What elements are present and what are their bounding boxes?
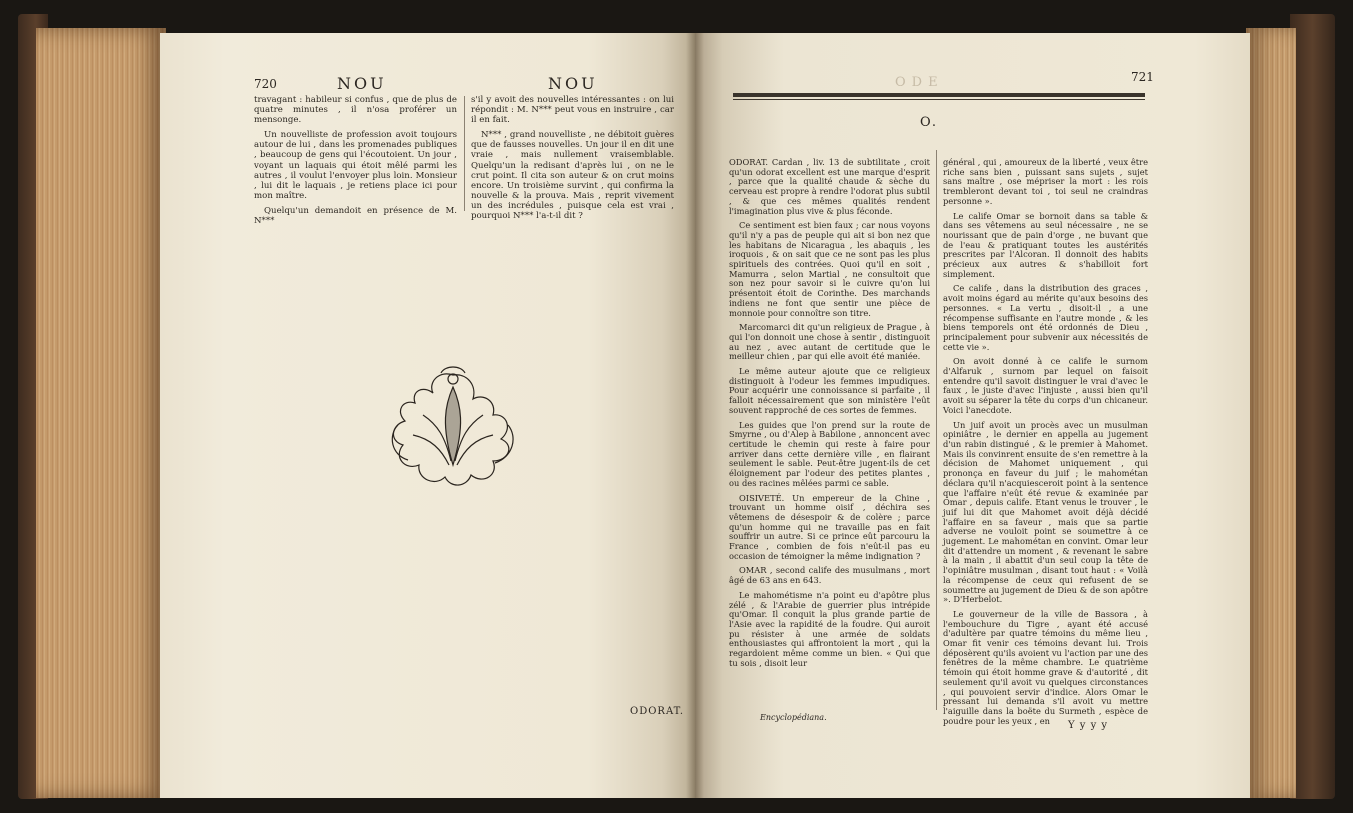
right-column-rule: [936, 150, 937, 710]
paragraph-oisivete: OISIVETÉ. Un empereur de la Chine , trouvant un homme oisif , déchira ses vêtemens de désespoir & de colère ; parce qu'un homme qui ne travaille pas en fait souffrir un autre. Si ce prince eût parcouru la France , combien de fois n'eût-il pas eu occasion de témoigner la même indignation ?: [729, 492, 930, 561]
right-column-1: [729, 158, 930, 673]
paragraph: N*** , grand nouvelliste , ne débitoit guères que de fausses nouvelles. Un jour il en dit une vraie , mais nullement vraisemblable. Quelqu'un la redisant d'après lui , on ne le crut point. Il cita son auteur & on crut moins encore. Un troisième survint , qui confirma la nouvelle & la prouva. Mais , reprit vivement un des incrédules , puisque cela est vrai , pourquoi N*** l'a-t-il dit ?: [471, 130, 674, 222]
paragraph: Ce sentiment est bien faux ; car nous voyons qu'il n'y a pas de peuple qui ait si bon nez que les habitans de Nicaragua , les abaquis , les iroquois , & on sait que ce ne sont pas les plus spirituels des contrées. Quoi qu'il en soit , Mamurra , selon Martial , ne consultoit que son nez pour savoir si le cuivre qu'on lui présentoit étoit de Corinthe. Des marchands indiens ne font que sentir une pièce de monnoie pour connoître son titre.: [729, 220, 930, 318]
paragraph: travagant : habileur si confus , que de plus de quatre minutes , il n'osa proférer un mensonge.: [254, 95, 457, 126]
paragraph: s'il y avoit des nouvelles intéressantes : on lui répondit : M. N*** peut vous en instruire , car il en fait.: [471, 95, 674, 126]
paragraph: Un juif avoit un procès avec un musulman opiniâtre , le dernier en appella au jugement d'un rabin distingué , & le premier à Mahomet. Mais ils convinrent ensuite de s'en remettre à la décision de Mahomet uniquement , qui prononça en faveur du juif ; le mahométan déclara qu'il n'acquiesceroit point à la sentence que l'affaire n'eût été revue & examinée par Omar , depuis calife. Etant venus le trouver , le juif lui dit que Mahomet avoit déjà décidé l'affaire en sa faveur , mais que sa partie adverse ne vouloit point se soumettre à ce jugement. Le mahométan en convint. Omar leur dit d'attendre un moment , & revenant le sabre à la main , il abattit d'un seul coup la tête de l'opiniâtre musulman , disant tout haut : « Voilà la récompense de ceux qui refusent de se soumettre au jugement de Dieu & de son apôtre ». D'Herbelot.: [943, 419, 1148, 605]
show-through-heading: ODE: [895, 75, 944, 90]
left-column-rule: [464, 96, 465, 211]
right-column-2: [943, 158, 1148, 731]
cul-de-lampe-ornament: [383, 365, 523, 495]
paragraph: On avoit donné à ce calife le surnom d'Alfaruk , surnom par lequel on faisoit entendre qu'il savoit distinguer le vrai d'avec le faux , le juste d'avec l'injuste , aussi bien qu'il avoit su séparer la tête du corps d'un chicaneur. Voici l'anecdote.: [943, 356, 1148, 415]
header-rule-thin: [733, 99, 1145, 100]
paragraph: Le mahométisme n'a point eu d'apôtre plus zélé , & l'Arabie de guerrier plus intrépide qu'Omar. Il conquit la plus grande partie de l'Asie avec la rapidité de la foudre. Qui auroit pu résister à une armée de soldats enthousiastes qui affrontoient la mort , qui la regardoient même comme un bien. « Qui que tu sois , disoit leur: [729, 589, 930, 668]
left-page-number: 720: [254, 77, 277, 91]
paragraph: Quelqu'un demandoit en présence de M. N***: [254, 205, 457, 227]
gutter-shadow: [686, 33, 704, 798]
paragraph: Ce calife , dans la distribution des graces , avoit moins égard au mérite qu'aux besoins des personnes. « La vertu , disoit-il , a une récompense suffisante en l'autre monde , & les biens temporels ont été ordonnés de Dieu , principalement pour subvenir aux nécessités de cette vie ».: [943, 283, 1148, 352]
left-catchword: ODORAT.: [630, 706, 684, 717]
left-running-head-1: NOU: [337, 74, 387, 93]
right-page-number: 721: [1131, 70, 1154, 84]
left-running-head-2: NOU: [548, 74, 598, 93]
right-cover: [1290, 14, 1335, 799]
paragraph: général , qui , amoureux de la liberté , veux être riche sans bien , puissant sans sujets , sujet sans maître , ose mépriser la mort : les rois trembleront devant toi , toi seul ne craindras personne ».: [943, 157, 1148, 206]
left-column-1: [254, 95, 457, 231]
left-page-edges: [36, 28, 166, 798]
left-column-2: [471, 95, 674, 226]
header-rule-thick: [733, 93, 1145, 97]
footer-title: Encyclopédiana.: [760, 713, 827, 722]
paragraph: Le gouverneur de la ville de Bassora , à l'embouchure du Tigre , ayant été accusé d'adultère par quatre témoins du même lieu , Omar fit venir ces témoins devant lui. Trois déposèrent qu'ils avoient vu l'action par une des fenêtres de la même chambre. Le quatrième témoin qui étoit homme grave & d'autorité , dit seulement qu'il avoit vu quelques circonstances , qui pouvoient servir d'indice. Alors Omar le pressant lui demanda s'il avoit vu mettre l'aiguille dans la boëte du Surmeth , espèce de poudre pour les yeux , en: [943, 608, 1148, 726]
right-page-edges: [1246, 28, 1296, 798]
paragraph-omar: OMAR , second calife des musulmans , mort âgé de 63 ans en 643.: [729, 565, 930, 586]
paragraph: Un nouvelliste de profession avoit toujours autour de lui , dans les promenades publiques , beaucoup de gens qui l'écoutoient. Un jour , voyant un laquais qui étoit mêlé parmi les autres , il voulut l'envoyer plus loin. Monsieur , lui dit le laquais , je retiens place ici pour mon maître.: [254, 130, 457, 201]
section-heading: O.: [920, 115, 939, 130]
paragraph: Les guides que l'on prend sur la route de Smyrne , ou d'Alep à Babilone , annoncent avec certitude le chemin qui reste à faire pour arriver dans cette dernière ville , en flairant seulement le sable. Peut-être jugent-ils de cet éloignement par l'odeur des petites plantes , ou des racines mêlées parmi ce sable.: [729, 419, 930, 488]
signature-mark: Y y y y: [1068, 720, 1109, 731]
paragraph: Marcomarci dit qu'un religieux de Prague , à qui l'on donnoit une chose à sentir , distinguoit au nez , avec autant de certitude que le meilleur chien , par qui elle avoit été maniée.: [729, 322, 930, 362]
paragraph: Le même auteur ajoute que ce religieux distinguoit à l'odeur les femmes impudiques. Pour acquérir une connoissance si parfaite , il falloit nécessairement que son ministère l'eût souvent rapproché de ces sortes de femmes.: [729, 366, 930, 415]
paragraph: Le calife Omar se bornoit dans sa table & dans ses vêtemens au seul nécessaire , ne se nourissant que de pain d'orge , ne buvant que de l'eau & pratiquant toutes les austérités prescrites par l'Alcoran. Il donnoit des habits précieux aux autres & s'habilloit fort simplement.: [943, 210, 1148, 279]
paragraph-odorat: ODORAT. Cardan , liv. 13 de subtilitate , croit qu'un odorat excellent est une marque d'esprit , parce que la qualité chaude & sèche du cerveau est propre à rendre l'odorat plus subtil , & que ces mêmes qualités rendent l'imagination plus vive & plus féconde.: [729, 157, 930, 216]
